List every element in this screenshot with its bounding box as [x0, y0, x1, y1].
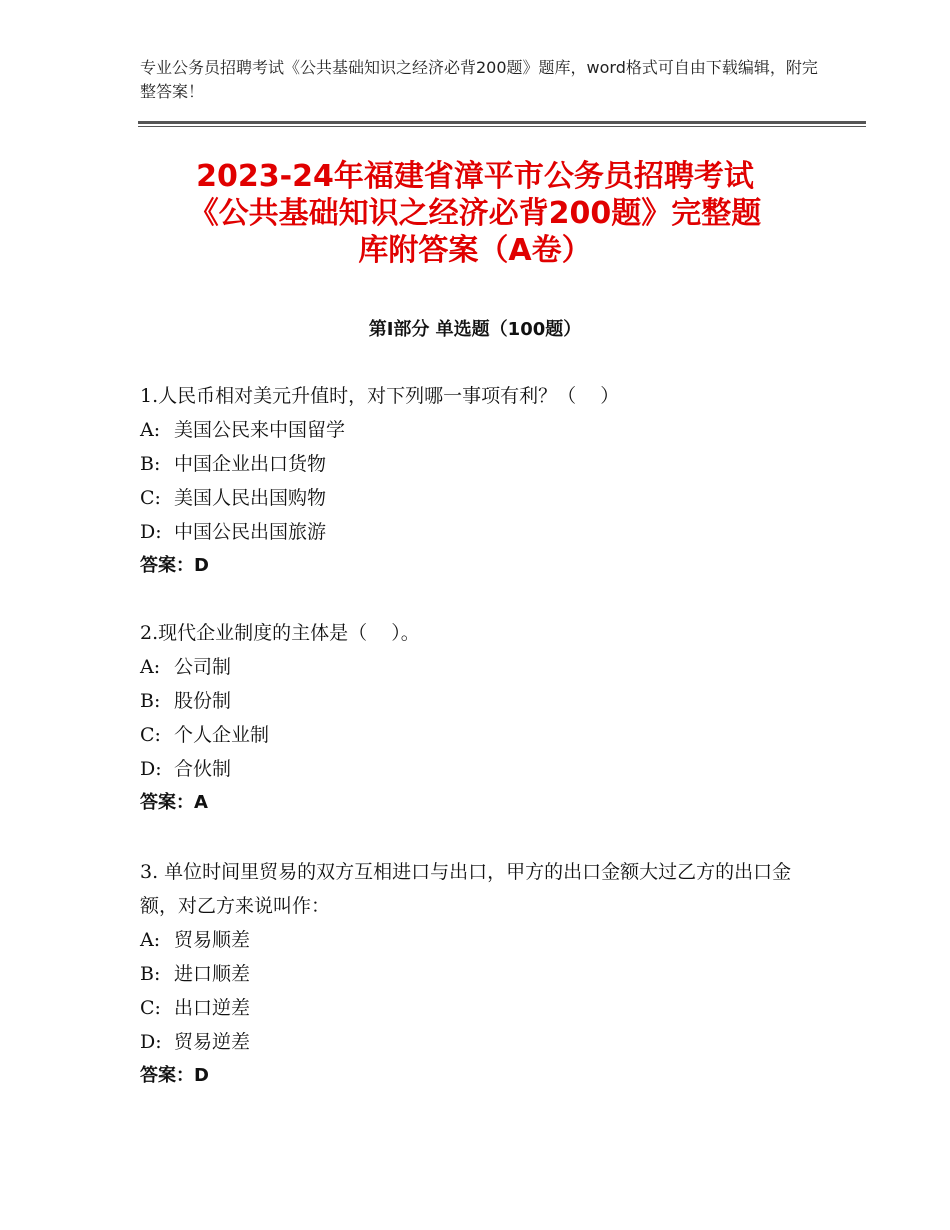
option-letter: A: [140, 656, 161, 678]
option-letter: B: [140, 453, 161, 475]
option-letter: A: [140, 929, 161, 951]
option-letter: D: [140, 521, 162, 543]
option-text: 公司制 [174, 656, 232, 678]
option-text: 个人企业制 [174, 724, 270, 746]
option-text: 贸易逆差 [174, 1031, 251, 1053]
answer-line: 答案：D [140, 1065, 209, 1086]
option-letter: C: [140, 724, 161, 746]
header-rule-thin [138, 126, 866, 127]
option-text: 美国公民来中国留学 [174, 419, 346, 441]
title-line-1: 2023-24年福建省漳平市公务员招聘考试 [196, 159, 754, 194]
answer-line: 答案：D [140, 555, 209, 576]
title-line-2: 《公共基础知识之经济必背200题》完整题 [188, 196, 762, 231]
option-a [140, 923, 820, 957]
option-c [140, 991, 820, 1025]
option-d [140, 1025, 820, 1059]
option-letter: A: [140, 419, 161, 441]
option-letter: C: [140, 997, 161, 1019]
option-d [140, 515, 820, 549]
title-line-3: 库附答案（A卷） [358, 233, 592, 268]
answer-line: 答案：A [140, 792, 208, 813]
option-letter: B: [140, 690, 161, 712]
option-a [140, 413, 820, 447]
option-b [140, 957, 820, 991]
option-letter: D: [140, 758, 162, 780]
question-stem: 3. 单位时间里贸易的双方互相进口与出口，甲方的出口金额大过乙方的出口金额，对乙方来说叫作： [140, 861, 792, 917]
option-c [140, 481, 820, 515]
option-b [140, 447, 820, 481]
header-rule-thick [138, 121, 866, 124]
document-title [100, 158, 850, 269]
option-text: 美国人民出国购物 [174, 487, 327, 509]
option-text: 中国公民出国旅游 [174, 521, 327, 543]
option-letter: D: [140, 1031, 162, 1053]
option-letter: B: [140, 963, 161, 985]
question-list [140, 379, 820, 1126]
option-text: 中国企业出口货物 [174, 453, 327, 475]
option-text: 贸易顺差 [174, 929, 251, 951]
option-text: 出口逆差 [174, 997, 251, 1019]
question-2 [140, 616, 820, 820]
option-d [140, 752, 820, 786]
question-stem: 1.人民币相对美元升值时，对下列哪一事项有利？（ ） [140, 385, 620, 407]
header-note: 专业公务员招聘考试《公共基础知识之经济必背200题》题库，word格式可自由下载编辑，附完整答案！ [140, 58, 818, 101]
option-a [140, 650, 820, 684]
option-text: 合伙制 [174, 758, 232, 780]
question-stem: 2.现代企业制度的主体是（ ）。 [140, 622, 420, 644]
option-letter: C: [140, 487, 161, 509]
option-c [140, 718, 820, 752]
question-1 [140, 379, 820, 583]
option-text: 股份制 [174, 690, 232, 712]
option-b [140, 684, 820, 718]
section-title: 第Ⅰ部分 单选题（100题） [368, 319, 582, 340]
option-text: 进口顺差 [174, 963, 251, 985]
question-3 [140, 855, 820, 1093]
